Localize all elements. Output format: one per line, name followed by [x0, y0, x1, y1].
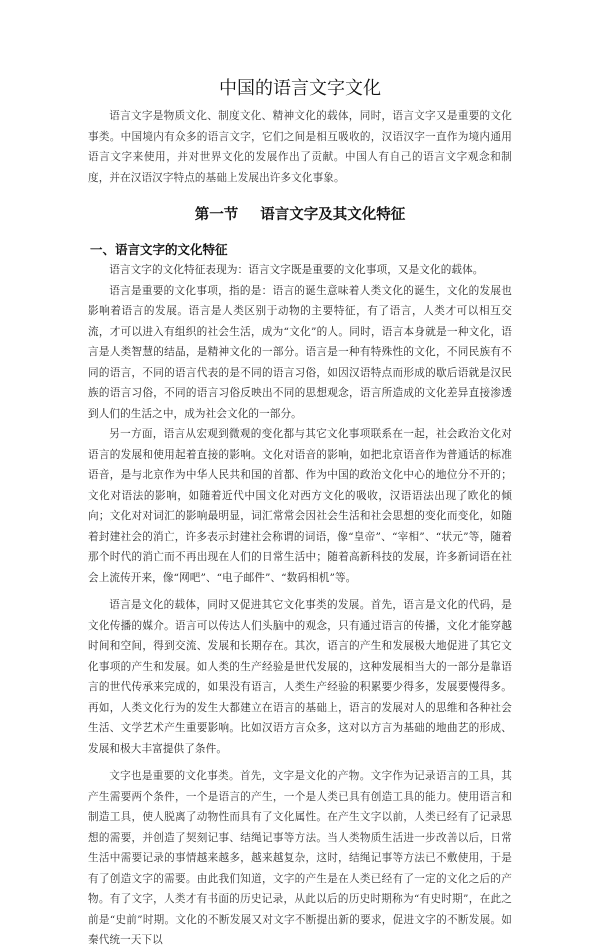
subsection-heading: 一、语言文字的文化特征 [90, 242, 228, 257]
body-paragraph: 语言文字的文化特征表现为：语言文字既是重要的文化事项，又是文化的载体。 [109, 264, 484, 276]
document-page [88, 76, 512, 951]
body-paragraph: 另一方面，语言从宏观到微观的变化都与其它文化事项联系在一起，社会政治文化对语言的发展和使用起着直接的影响。文化对语音的影响，如把北京语音作为普通话的标准语音，是与北京作为中华人民共和国的首都、作为中国的政治文化中心的地位分不开的；文化对语法的影响，如随着近代中国文化对西方文化的吸收，汉语语法出现了欧化的倾向；文化对对词汇的影响最明显，词汇常常会因社会生活和社会思想的变化而变化，如随着封建社会的消亡，许多表示封建社会称谓的词语，像“皇帝”、“宰相”、“状元”等，随着那个时代的消亡而不再出现在人们的日常生活中；随着高新科技的发展，许多新词语在社会上流传开来，像“网吧”、“电子邮件”、“数码相机”等。 [88, 428, 512, 584]
body-paragraph: 语言是重要的文化事项，指的是：语言的诞生意味着人类文化的诞生，文化的发展也影响着语言的发展。语言是人类区别于动物的主要特征，有了语言，人类才可以相互交流，才可以进入有组织的社会生活，成为“文化”的人。同时，语言本身就是一种文化，语言是人类智慧的结晶，是精神文化的一部分。语言是一种有特殊性的文化，不同民族有不同的语言，不同的语言代表的是不同的语言习俗，如因汉语特点而形成的歇后语就是汉民族的语言习俗，不同的语言习俗反映出不同的思想观念，语言所造成的文化差异直接渗透到人们的生活之中，成为社会文化的一部分。 [88, 284, 512, 420]
body-paragraph: 语言是文化的载体，同时又促进其它文化事类的发展。首先，语言是文化的代码，是文化传播的媒介。语言可以传达人们头脑中的观念，只有通过语言的传播，文化才能穿越时间和空间，得到交流、发展和长期存在。其次，语言的产生和发展极大地促进了其它文化事项的产生和发展。如人类的生产经验是世代发展的，这种发展相当大的一部分是靠语言的世代传承来完成的，如果没有语言，人类生产经验的积累要少得多，发展要慢得多。再如，人类文化行为的发生大都建立在语言的基础上，语言的发展对人的思维和各种社会生活、文学艺术产生重要影响。比如汉语方言众多，这对以方言为基础的地曲艺的形成、发展和极大丰富提供了条件。 [88, 599, 512, 755]
body-paragraph: 文字也是重要的文化事类。首先，文字是文化的产物。文字作为记录语言的工具，其产生需要两个条件，一个是语言的产生，一个是人类已具有创造工具的能力。使用语言和制造工具，使人脱离了动物性而具有了文化属性。在产生文字以前，人类已经有了记录思想的需要，并创造了契刻记事、结绳记事等方法。当人类物质生活进一步改善以后，日常生活中需要记录的事情越来越多，越来越复杂，这时，结绳记事等方法已不敷使用，于是有了创造文字的需要。由此我们知道，文字的产生是在人类已经有了一定的文化之后的产物。有了文字，人类才有书面的历史记录，从此以后的历史时期称为“有史时期”，在此之前是“史前”时期。文化的不断发展又对文字不断提出新的要求，促进文字的不断发展。如秦代统一天下以 [88, 770, 512, 946]
section-heading [88, 204, 512, 226]
section-title: 语言文字及其文化特征 [260, 206, 406, 223]
intro-paragraph: 语言文字是物质文化、制度文化、精神文化的载体，同时，语言文字又是重要的文化事类。中国境内有众多的语言文字，它们之间是相互吸收的，汉语汉字一直作为境内通用语言文字来使用，并对世界文化的发展作出了贡献。中国人有自己的语言文字观念和制度，并在汉语汉字特点的基础上发展出许多文化事象。 [88, 110, 512, 184]
section-number: 第一节 [194, 206, 239, 223]
document-title: 中国的语言文字文化 [219, 78, 381, 99]
